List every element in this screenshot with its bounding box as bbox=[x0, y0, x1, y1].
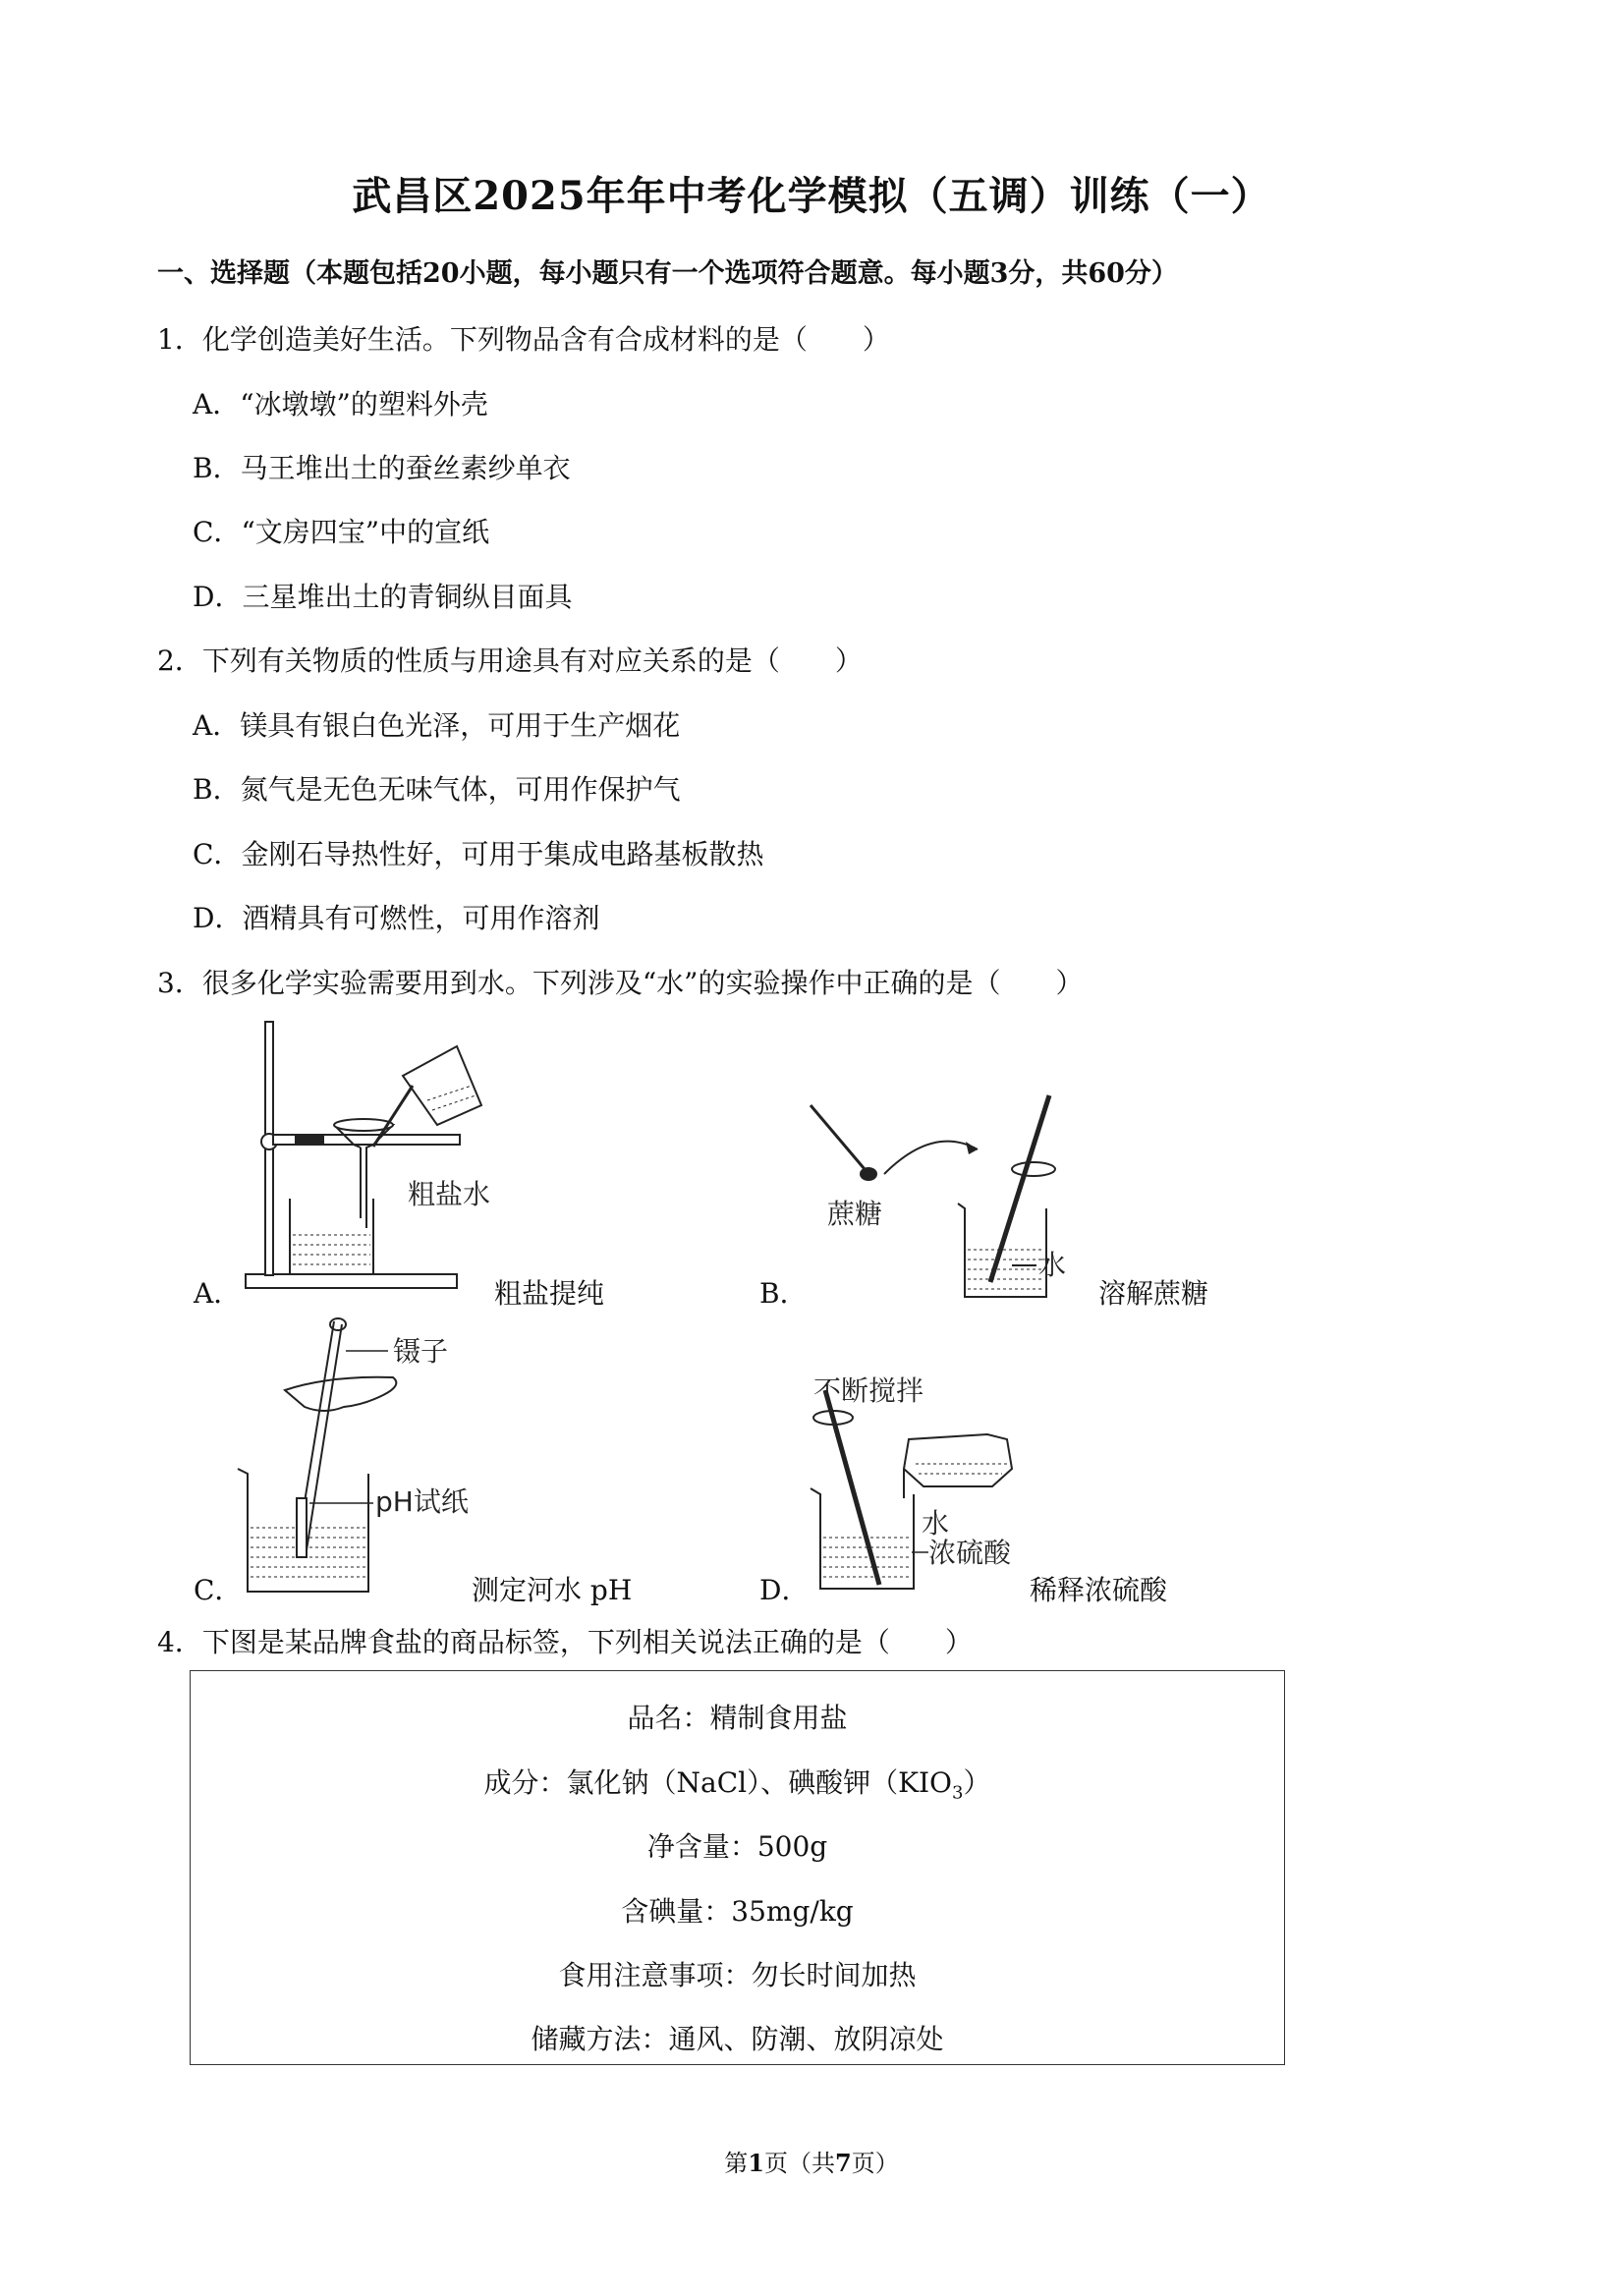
label-crude-salt-water: 粗盐水 bbox=[408, 1178, 491, 1210]
dissolve-sugar-diagram bbox=[806, 1091, 1100, 1307]
figure-ph-test bbox=[236, 1316, 531, 1601]
page-title: 武昌区2025年年中考化学模拟（五调）训练（一） bbox=[352, 173, 1271, 219]
label-sugar: 蔗糖 bbox=[827, 1198, 883, 1230]
option-1d: D．三星堆出土的青铜纵目面具 bbox=[193, 581, 573, 613]
label-iodine-content: 含碘量：35mg/kg bbox=[621, 1895, 854, 1928]
figure-b-caption: 溶解蔗糖 bbox=[1098, 1277, 1209, 1310]
question-3 bbox=[157, 962, 1083, 1001]
label-product-name: 品名：精制食用盐 bbox=[627, 1702, 848, 1734]
figure-filtration bbox=[226, 1017, 550, 1302]
figure-c-caption: 测定河水 pH bbox=[472, 1574, 633, 1606]
label-conc-sulfuric-acid: 浓硫酸 bbox=[928, 1537, 1012, 1569]
filtration-apparatus-diagram bbox=[226, 1017, 550, 1302]
question-2 bbox=[157, 640, 863, 679]
option-2d: D．酒精具有可燃性，可用作溶剂 bbox=[193, 902, 600, 934]
option-1a: A．“冰墩墩”的塑料外壳 bbox=[193, 388, 488, 420]
label-net-content: 净含量：500g bbox=[646, 1830, 828, 1863]
label-ph-paper: pH试纸 bbox=[375, 1485, 469, 1518]
salt-product-label bbox=[190, 1670, 1285, 2065]
label-tweezers: 镊子 bbox=[393, 1335, 449, 1368]
figure-b-key: B． bbox=[759, 1277, 808, 1310]
option-2b: B．氮气是无色无味气体，可用作保护气 bbox=[193, 773, 681, 806]
figure-d-caption: 稀释浓硫酸 bbox=[1030, 1574, 1168, 1606]
question-stem: 化学创造美好生活。下列物品含有合成材料的是（ ） bbox=[201, 323, 890, 356]
question-1 bbox=[157, 318, 890, 358]
option-1b: B．马王堆出土的蚕丝素纱单衣 bbox=[193, 452, 571, 484]
label-keep-stirring: 不断搅拌 bbox=[813, 1374, 924, 1407]
page-number: 1 bbox=[748, 2149, 764, 2177]
question-4 bbox=[157, 1621, 973, 1660]
question-stem: 下列有关物质的性质与用途具有对应关系的是（ ） bbox=[201, 644, 863, 677]
ph-test-diagram bbox=[236, 1316, 531, 1601]
question-number: 2． bbox=[157, 644, 202, 677]
question-stem: 下图是某品牌食盐的商品标签，下列相关说法正确的是（ ） bbox=[201, 1626, 973, 1658]
option-1c: C．“文房四宝”中的宣纸 bbox=[193, 516, 490, 548]
question-number: 1． bbox=[157, 323, 202, 356]
figure-a-key: A． bbox=[194, 1277, 242, 1310]
total-pages: 7 bbox=[835, 2149, 852, 2177]
label-water: 水 bbox=[1038, 1249, 1067, 1281]
label-storage: 储藏方法：通风、防潮、放阴凉处 bbox=[531, 2023, 944, 2055]
question-number: 4． bbox=[157, 1626, 202, 1658]
figure-a-caption: 粗盐提纯 bbox=[494, 1277, 605, 1310]
label-usage-notes: 食用注意事项：勿长时间加热 bbox=[558, 1959, 917, 1991]
figure-dissolve-sugar bbox=[806, 1091, 1100, 1307]
question-number: 3． bbox=[157, 967, 202, 999]
section-heading: 一、选择题（本题包括20小题，每小题只有一个选项符合题意。每小题3分，共60分） bbox=[157, 258, 1178, 289]
label-water: 水 bbox=[922, 1507, 950, 1540]
label-ingredients: 成分：氯化钠（NaCl）、碘酸钾$(KIO_3)$ bbox=[483, 1766, 991, 1804]
option-2c: C．金刚石导热性好，可用于集成电路基板散热 bbox=[193, 838, 764, 870]
figure-d-key: D． bbox=[759, 1574, 810, 1606]
page-footer: 第1页（共7页） bbox=[724, 2149, 899, 2177]
question-stem: 很多化学实验需要用到水。下列涉及“水”的实验操作中正确的是（ ） bbox=[201, 967, 1084, 999]
figure-c-key: C． bbox=[194, 1574, 243, 1606]
option-2a: A．镁具有银白色光泽，可用于生产烟花 bbox=[193, 709, 681, 742]
